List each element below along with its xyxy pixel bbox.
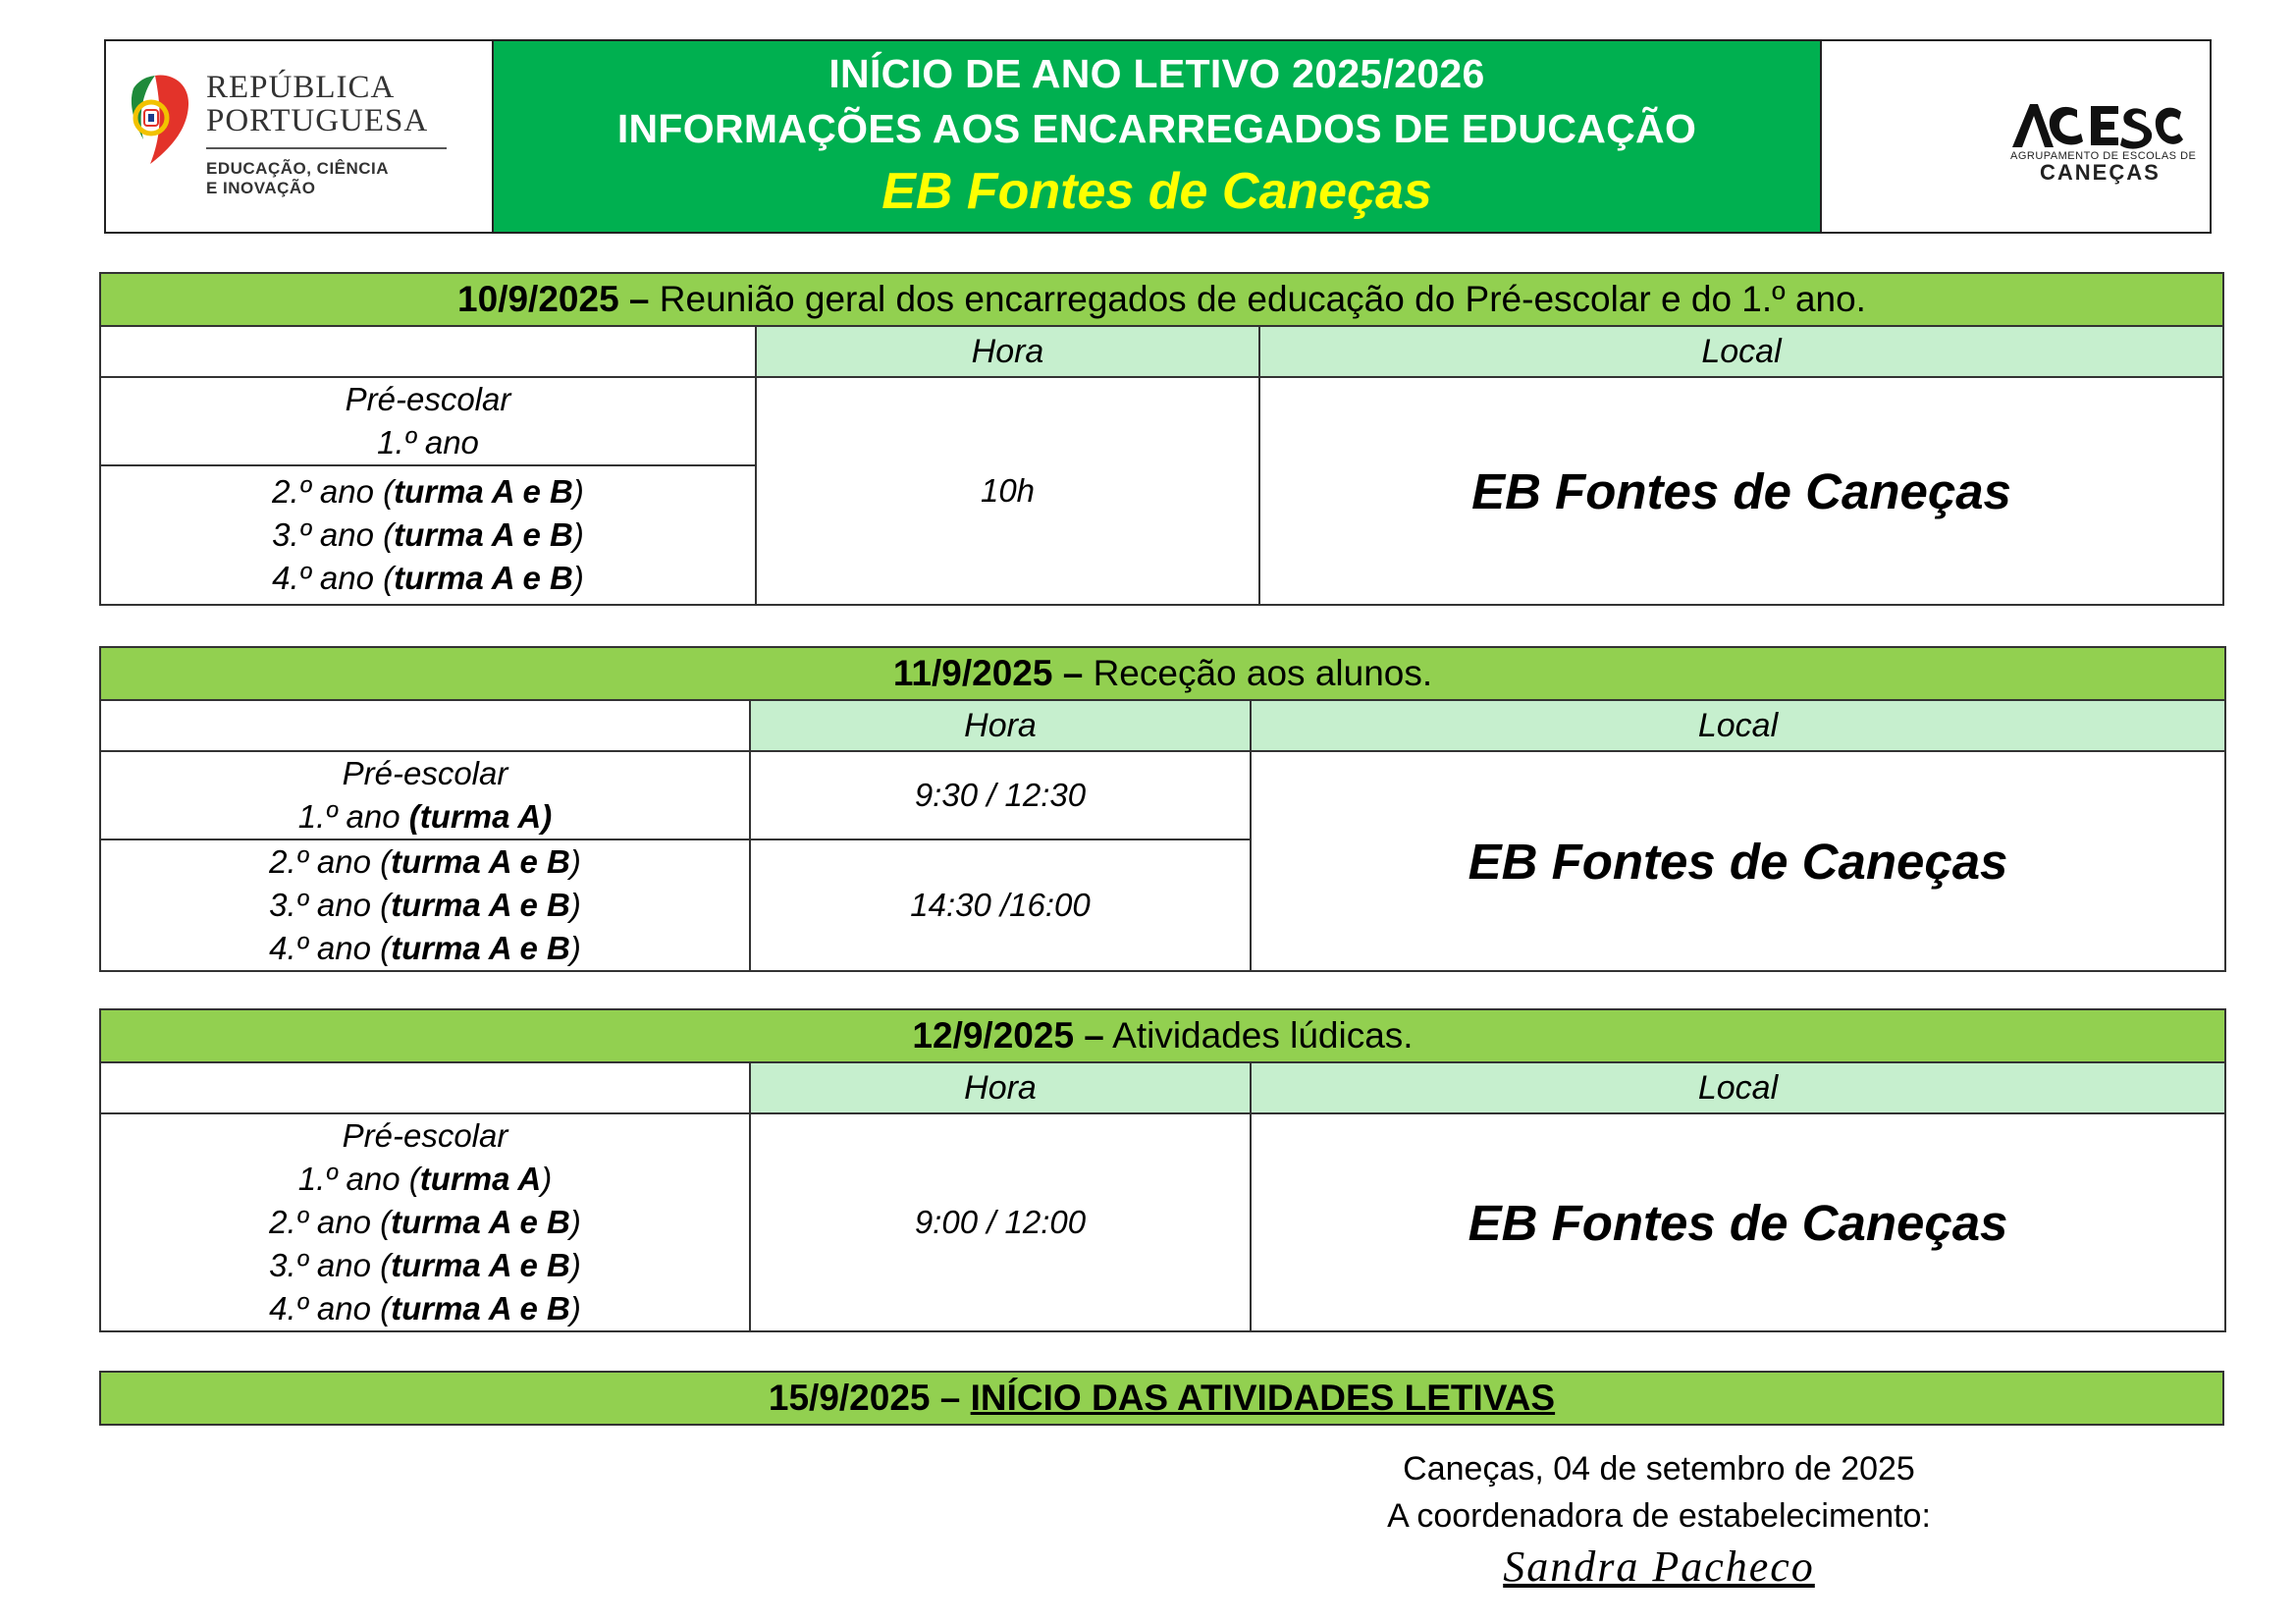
event-date: 12/9/2025 – [912, 1015, 1104, 1056]
level-group [100, 1113, 750, 1331]
level-line: 2.º ano (turma A e B) [269, 843, 581, 880]
level-group-1 [100, 751, 750, 839]
hora-cell: 9:30 / 12:30 [750, 751, 1251, 839]
logo-divider [206, 147, 447, 149]
level-line: 1.º ano (turma A) [297, 798, 553, 835]
level-line: 4.º ano (turma A e B) [272, 560, 584, 596]
header-title-line1: INÍCIO DE ANO LETIVO 2025/2026 [828, 51, 1485, 96]
signature: Sandra Pacheco [1503, 1543, 1815, 1591]
level-group-1 [100, 377, 756, 465]
republica-name: REPÚBLICA PORTUGUESA [206, 70, 429, 138]
header-school-name: EB Fontes de Caneças [881, 163, 1432, 220]
document-footer [1315, 1445, 2002, 1595]
local-cell: EB Fontes de Caneças [1251, 1113, 2225, 1331]
level-line: 4.º ano (turma A e B) [269, 930, 581, 966]
column-header-local: Local [1251, 700, 2225, 751]
column-header-hora: Hora [756, 326, 1259, 377]
hora-cell: 9:00 / 12:00 [750, 1113, 1251, 1331]
signatory-role: A coordenadora de estabelecimento: [1387, 1497, 1931, 1535]
table-title [100, 273, 2223, 326]
agec-logo-block [1822, 41, 2210, 232]
agec-logo-icon [2008, 100, 2185, 151]
level-line: 3.º ano (turma A e B) [269, 1247, 581, 1283]
header-title-block [494, 41, 1822, 232]
header-title-line2: INFORMAÇÕES AOS ENCARREGADOS DE EDUCAÇÃO [616, 106, 1697, 151]
agec-name: CANEÇAS [2040, 160, 2161, 185]
column-header-local: Local [1251, 1062, 2225, 1113]
republica-logo-block [106, 41, 494, 232]
event-description: Receção aos alunos. [1093, 653, 1433, 693]
start-date: 15/9/2025 – [768, 1378, 961, 1418]
level-group-2 [100, 465, 756, 605]
table-title [100, 647, 2225, 700]
hora-cell: 14:30 /16:00 [750, 839, 1251, 971]
level-line: 1.º ano (turma A) [297, 1161, 553, 1197]
schedule-table-2 [99, 646, 2226, 972]
level-line: Pré-escolar [342, 755, 508, 791]
place-date: Caneças, 04 de setembro de 2025 [1403, 1450, 1915, 1488]
level-line: 1.º ano [377, 424, 479, 460]
column-header-local: Local [1259, 326, 2223, 377]
local-cell: EB Fontes de Caneças [1259, 377, 2223, 605]
event-description: Reunião geral dos encarregados de educação do Pré-escolar e do 1.º ano. [659, 279, 1866, 319]
start-text: INÍCIO DAS ATIVIDADES LETIVAS [970, 1378, 1556, 1418]
table-title [100, 1009, 2225, 1062]
agec-subtitle: AGRUPAMENTO DE ESCOLAS DE [2010, 150, 2197, 162]
schedule-table-3 [99, 1008, 2226, 1332]
level-line: 2.º ano (turma A e B) [272, 473, 584, 510]
school-start-banner [99, 1371, 2224, 1426]
ministry-name: EDUCAÇÃO, CIÊNCIA E INOVAÇÃO [206, 159, 390, 197]
level-group-2 [100, 839, 750, 971]
header-blank-cell [100, 1062, 750, 1113]
document-header [104, 39, 2212, 234]
column-header-hora: Hora [750, 1062, 1251, 1113]
header-blank-cell [100, 326, 756, 377]
event-description: Atividades lúdicas. [1112, 1015, 1414, 1056]
level-line: 3.º ano (turma A e B) [272, 516, 584, 553]
level-line: Pré-escolar [345, 381, 511, 417]
portugal-emblem-icon [116, 71, 194, 169]
local-cell: EB Fontes de Caneças [1251, 751, 2225, 971]
schedule-table-1 [99, 272, 2224, 606]
level-line: 3.º ano (turma A e B) [269, 887, 581, 923]
event-date: 11/9/2025 – [892, 653, 1084, 693]
header-blank-cell [100, 700, 750, 751]
hora-cell: 10h [756, 377, 1259, 605]
event-date: 10/9/2025 – [457, 279, 650, 319]
level-line: Pré-escolar [342, 1117, 508, 1154]
level-line: 2.º ano (turma A e B) [269, 1204, 581, 1240]
level-line: 4.º ano (turma A e B) [269, 1290, 581, 1326]
column-header-hora: Hora [750, 700, 1251, 751]
